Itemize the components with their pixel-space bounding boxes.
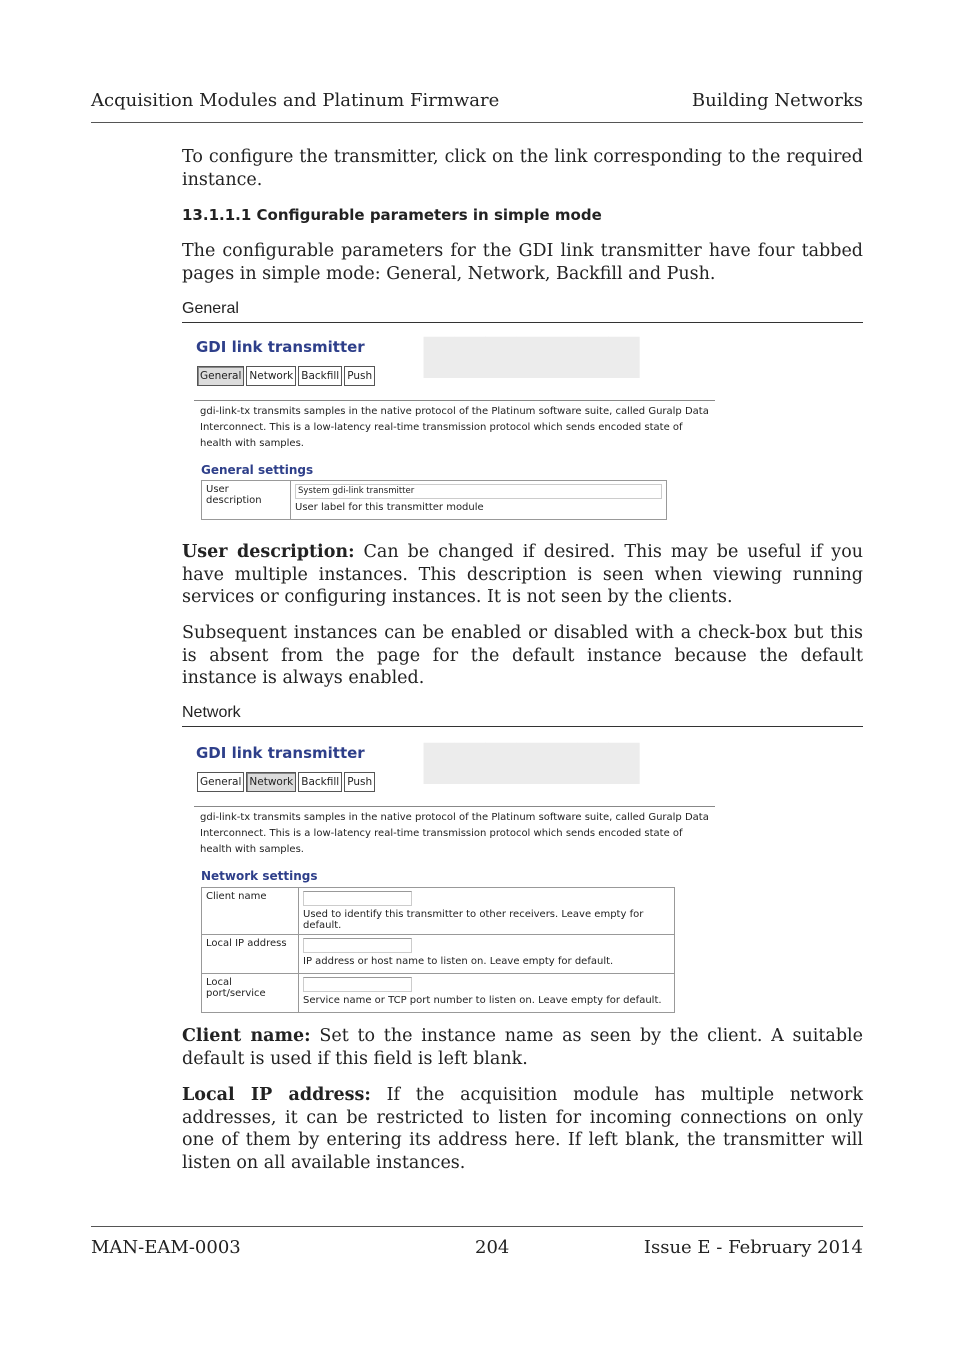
network-caption: Network xyxy=(182,704,241,721)
setting-label: Local IP address xyxy=(202,935,299,974)
definition: Set to the instance name as seen by the client. A suitable default is used if this field is left blank. xyxy=(182,1026,863,1069)
term: Local IP address: xyxy=(182,1085,371,1105)
screenshot-divider xyxy=(194,806,715,807)
term: User description: xyxy=(182,542,355,562)
footer-right: Issue E - February 2014 xyxy=(643,1237,863,1258)
definition: If the acquisition module has multiple network addresses, it can be restricted to listen for incoming connections on only one of them by entering its address here. If left blank, the transmitter will listen on all available instances. xyxy=(182,1085,863,1173)
client-name-input[interactable] xyxy=(303,891,412,906)
footer-left: MAN-EAM-0003 xyxy=(91,1237,241,1258)
tab-backfill[interactable]: Backfill xyxy=(298,772,342,792)
general-screenshot xyxy=(194,332,719,524)
screenshot-divider xyxy=(194,400,715,401)
tab-push[interactable]: Push xyxy=(344,772,375,792)
setting-cell xyxy=(291,481,667,520)
setting-help: Used to identify this transmitter to other receivers. Leave empty for default. xyxy=(303,909,644,931)
setting-cell xyxy=(299,974,675,1013)
table-row xyxy=(202,481,667,520)
tab-network[interactable]: Network xyxy=(246,772,296,792)
header-right: Building Networks xyxy=(691,90,863,111)
tab-bar xyxy=(197,772,375,792)
subsequent-paragraph: Subsequent instances can be enabled or disabled with a check-box but this is absent from the page for the default instance because the default instance is always enabled. xyxy=(182,623,863,688)
tab-backfill[interactable]: Backfill xyxy=(298,366,342,386)
general-caption: General xyxy=(182,300,239,317)
tab-general[interactable]: General xyxy=(197,772,244,792)
setting-help: IP address or host name to listen on. Leave empty for default. xyxy=(303,956,614,967)
tab-general[interactable]: General xyxy=(197,366,244,386)
header-left: Acquisition Modules and Platinum Firmware xyxy=(91,90,500,111)
setting-cell xyxy=(299,935,675,974)
setting-label: User description xyxy=(202,481,291,520)
setting-label: Client name xyxy=(202,888,299,935)
client-name-paragraph xyxy=(182,1025,863,1070)
screenshot-description: gdi-link-tx transmits samples in the native protocol of the Platinum software suite, called Guralp Data Interconnect. This is a low-latency real-time transmission protocol which sends encoded state of health with samples. xyxy=(200,812,709,855)
setting-help: Service name or TCP port number to listen on. Leave empty for default. xyxy=(303,995,662,1006)
local-port-input[interactable] xyxy=(303,977,412,992)
settings-table xyxy=(201,887,675,1013)
user-description-paragraph xyxy=(182,541,863,609)
network-caption-rule xyxy=(182,726,863,727)
settings-heading: General settings xyxy=(201,463,314,477)
screenshot-description: gdi-link-tx transmits samples in the native protocol of the Platinum software suite, called Guralp Data Interconnect. This is a low-latency real-time transmission protocol which sends encoded state of health with samples. xyxy=(200,406,709,449)
tab-push[interactable]: Push xyxy=(344,366,375,386)
tab-network[interactable]: Network xyxy=(246,366,296,386)
local-ip-paragraph xyxy=(182,1084,863,1174)
header-rule xyxy=(91,122,863,123)
tab-bar xyxy=(197,366,375,386)
section-paragraph: The configurable parameters for the GDI link transmitter have four tabbed pages in simple mode: General, Network, Backfill and Push. xyxy=(182,241,863,284)
setting-help: User label for this transmitter module xyxy=(295,502,484,513)
page-number: 204 xyxy=(475,1237,510,1258)
setting-label: Local port/service xyxy=(202,974,299,1013)
settings-heading: Network settings xyxy=(201,869,318,883)
faint-ghost-text: ▇▇▇▇▇▇▇ xyxy=(424,332,640,378)
term: Client name: xyxy=(182,1026,311,1046)
table-row xyxy=(202,935,675,974)
network-screenshot xyxy=(194,738,719,1008)
intro-paragraph: To configure the transmitter, click on the link corresponding to the required instance. xyxy=(182,147,863,190)
faint-ghost-text: ▇▇▇▇▇▇▇ xyxy=(424,738,640,784)
screenshot-title: GDI link transmitter xyxy=(196,338,365,356)
definition: Can be changed if desired. This may be useful if you have multiple instances. This description is seen when viewing running services or configuring instances. It is not seen by the clients. xyxy=(182,542,863,607)
setting-cell xyxy=(299,888,675,935)
settings-table xyxy=(201,480,667,520)
table-row xyxy=(202,974,675,1013)
user-description-input[interactable]: System gdi-link transmitter xyxy=(295,484,662,499)
table-row xyxy=(202,888,675,935)
section-heading: 13.1.1.1 Configurable parameters in simple mode xyxy=(182,206,602,224)
local-ip-input[interactable] xyxy=(303,938,412,953)
screenshot-title: GDI link transmitter xyxy=(196,744,365,762)
footer-rule xyxy=(91,1226,863,1227)
general-caption-rule xyxy=(182,322,863,323)
